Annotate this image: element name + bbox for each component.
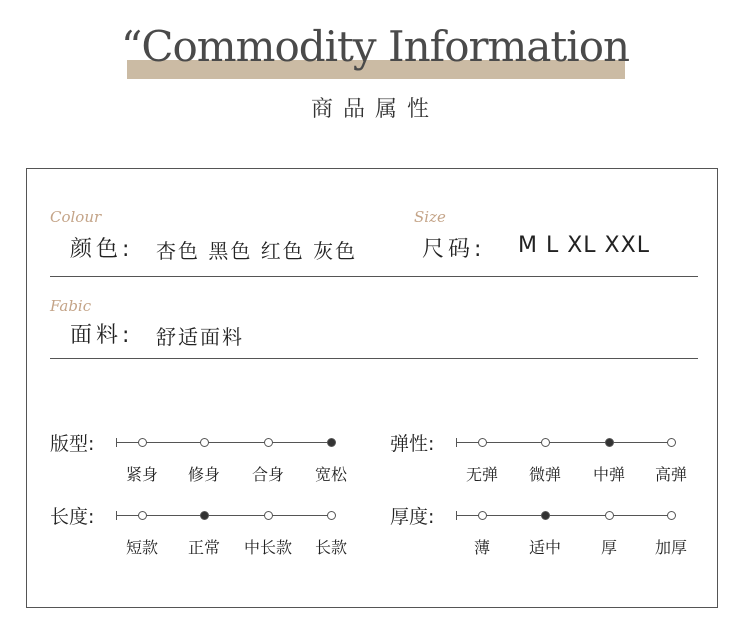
colour-label: 颜色:	[70, 237, 134, 262]
colour-value: 杏色 黑色 红色 灰色	[156, 239, 358, 263]
scale-label: 厚度:	[390, 506, 435, 528]
title-english: “Commodity Information	[120, 22, 630, 71]
scale-dot	[478, 438, 487, 447]
scale-option-label: 修身	[187, 465, 220, 484]
size-label: 尺码:	[422, 237, 486, 262]
scale-option-label: 微弹	[528, 465, 561, 484]
scale-dot	[138, 438, 147, 447]
scale-dot	[605, 511, 614, 520]
scale-option-label: 长款	[314, 538, 347, 557]
scale-dot-selected	[327, 438, 336, 447]
scale-option-label: 高弹	[654, 465, 687, 484]
scale-option-label: 合身	[251, 465, 284, 484]
scale-label: 长度:	[50, 506, 95, 528]
scale-dot	[667, 511, 676, 520]
scale-option-label: 加厚	[654, 538, 687, 557]
scale-option-label: 短款	[125, 538, 158, 557]
scale-label: 版型:	[50, 433, 95, 455]
divider-2	[50, 358, 698, 359]
header	[0, 0, 750, 140]
scale-option-label: 薄	[473, 538, 490, 557]
scale-dot	[264, 438, 273, 447]
scale-option-label: 紧身	[125, 465, 158, 484]
scale-dot-selected	[200, 511, 209, 520]
scale-label: 弹性:	[390, 433, 435, 455]
fabric-value: 舒适面料	[156, 325, 244, 349]
scale-track	[116, 442, 331, 443]
scale-dot	[667, 438, 676, 447]
scale-option-label: 中弹	[592, 465, 625, 484]
fabric-script-label: Fabic	[50, 297, 92, 315]
scale-option-label: 无弹	[465, 465, 498, 484]
scale-dot	[200, 438, 209, 447]
scale-option-label: 正常	[187, 538, 220, 557]
scale-track	[456, 442, 671, 443]
colour-script-label: Colour	[50, 208, 102, 226]
scale-dot-selected	[541, 511, 550, 520]
scale-dot-selected	[605, 438, 614, 447]
scale-track	[456, 515, 671, 516]
title-chinese: 商品属性	[310, 97, 439, 122]
size-value: M L XL XXL	[518, 233, 650, 258]
scale-option-label: 宽松	[314, 465, 347, 484]
scale-track	[116, 515, 331, 516]
scale-option-label: 厚	[600, 538, 617, 557]
scale-dot	[327, 511, 336, 520]
divider-1	[50, 276, 698, 277]
scale-dot	[138, 511, 147, 520]
size-script-label: Size	[414, 208, 446, 226]
scale-dot	[264, 511, 273, 520]
scale-dot	[478, 511, 487, 520]
fabric-label: 面料:	[70, 323, 134, 348]
scale-dot	[541, 438, 550, 447]
scale-option-label: 中长款	[243, 538, 292, 557]
scale-option-label: 适中	[528, 538, 561, 557]
